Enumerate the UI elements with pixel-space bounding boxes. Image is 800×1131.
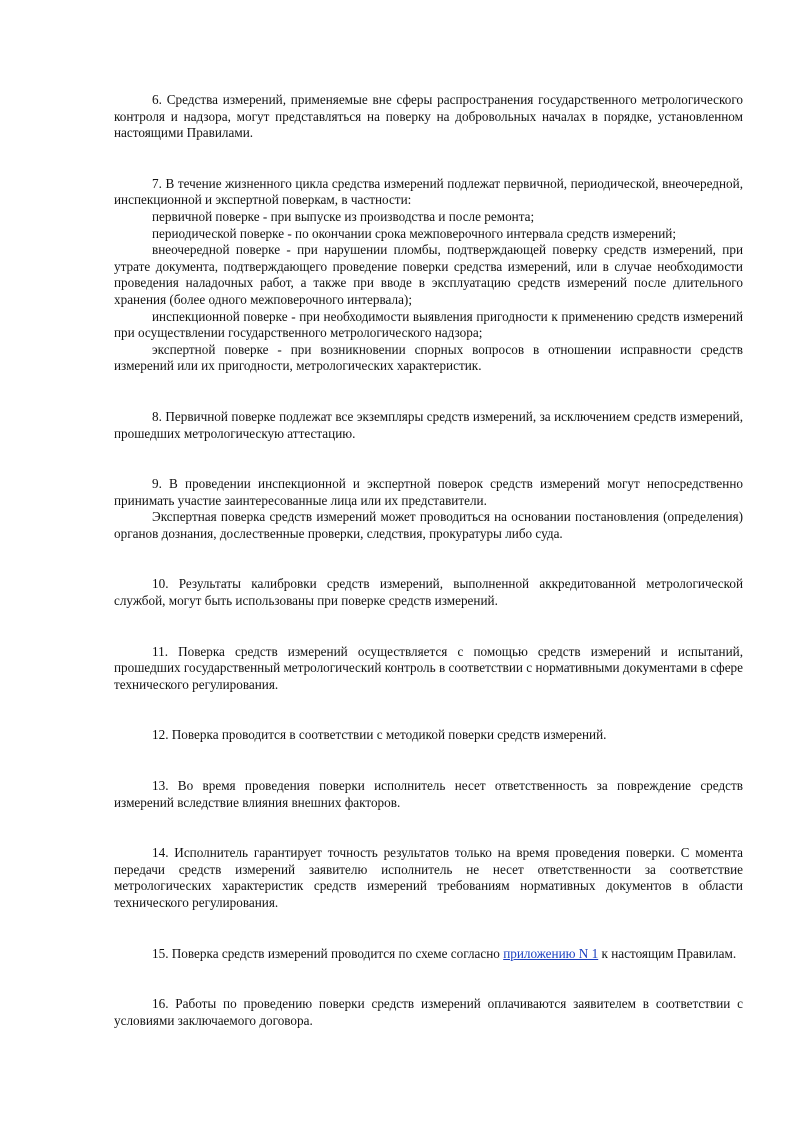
spacer [114, 142, 743, 176]
spacer [114, 610, 743, 644]
spacer [114, 912, 743, 946]
paragraph-8: 8. Первичной поверке подлежат все экземпляры средств измерений, за исключением средств измерений, прошедших метрологическую аттестацию. [114, 408, 743, 441]
paragraph-15-text-end: к настоящим Правилам. [598, 945, 737, 961]
spacer [114, 693, 743, 727]
paragraph-7-item-inspection: инспекционной поверке - при необходимости выявления пригодности к применению средств измерений при осуществлении государственного метрологического надзора; [114, 308, 743, 341]
spacer [114, 375, 743, 409]
paragraph-13: 13. Во время проведения поверки исполнитель несет ответственность за повреждение средств измерений вследствие влияния внешних факторов. [114, 778, 743, 810]
document-body [114, 92, 743, 1029]
paragraph-15 [114, 946, 743, 963]
paragraph-9-expert: Экспертная поверка средств измерений может проводиться на основании постановления (определения) органов дознания, дослественные проверки, следствия, прокуратуры либо суда. [114, 509, 743, 541]
paragraph-7-item-expert: экспертной поверке - при возникновении спорных вопросов в отношении исправности средств измерений или их пригодности, метрологических характеристик. [114, 341, 743, 374]
paragraph-7-item-primary: первичной поверке - при выпуске из производства и после ремонта; [152, 208, 535, 224]
paragraph-16: 16. Работы по проведению поверки средств измерений оплачиваются заявителем в соответствии с условиями заключаемого договора. [114, 996, 743, 1028]
spacer [114, 744, 743, 778]
paragraph-7-item-extraordinary: внеочередной поверке - при нарушении пломбы, подтверждающей поверку средств измерений, при утрате документа, подтверждающего проведение поверки средства измерений, или в случае необходимости проведения наладочных работ, а также при вводе в эксплуатацию средств измерений после длительного хранения (более одного межповерочного интервала); [114, 242, 743, 307]
paragraph-15-text-start: 15. Поверка средств измерений проводится по схеме согласно [152, 945, 504, 961]
appendix-1-link[interactable]: приложению N 1 [503, 945, 599, 961]
paragraph-12: 12. Поверка проводится в соответствии с методикой поверки средств измерений. [152, 727, 607, 743]
paragraph-6: 6. Средства измерений, применяемые вне сферы распространения государственного метрологического контроля и надзора, могут представляться на поверку на добровольных началах в порядке, установленном настоящими Правилами. [114, 92, 743, 141]
spacer [114, 442, 743, 476]
spacer [114, 811, 743, 845]
paragraph-14: 14. Исполнитель гарантирует точность результатов только на время проведения поверки. С момента передачи средств измерений заявителю исполнитель не несет ответственности за соответствие метрологических характеристик средств измерений требованиям нормативных документов в области технического регулирования. [114, 845, 743, 910]
paragraph-9: 9. В проведении инспекционной и экспертной поверок средств измерений могут непосредственно принимать участие заинтересованные лица или их представители. [114, 476, 743, 508]
paragraph-10: 10. Результаты калибровки средств измерений, выполненной аккредитованной метрологической службой, могут быть использованы при поверке средств измерений. [114, 576, 743, 609]
spacer [114, 962, 743, 996]
spacer [114, 542, 743, 576]
paragraph-7: 7. В течение жизненного цикла средства измерений подлежат первичной, периодической, внеочередной, инспекционной и экспертной поверкам, в частности: [114, 175, 743, 208]
paragraph-11: 11. Поверка средств измерений осуществляется с помощью средств измерений и испытаний, прошедших государственный метрологический контроль в соответствии с нормативными документами в сфере технического регулирования. [114, 643, 743, 692]
paragraph-7-item-periodic: периодической поверке - по окончании срока межповерочного интервала средств измерений; [152, 225, 677, 241]
